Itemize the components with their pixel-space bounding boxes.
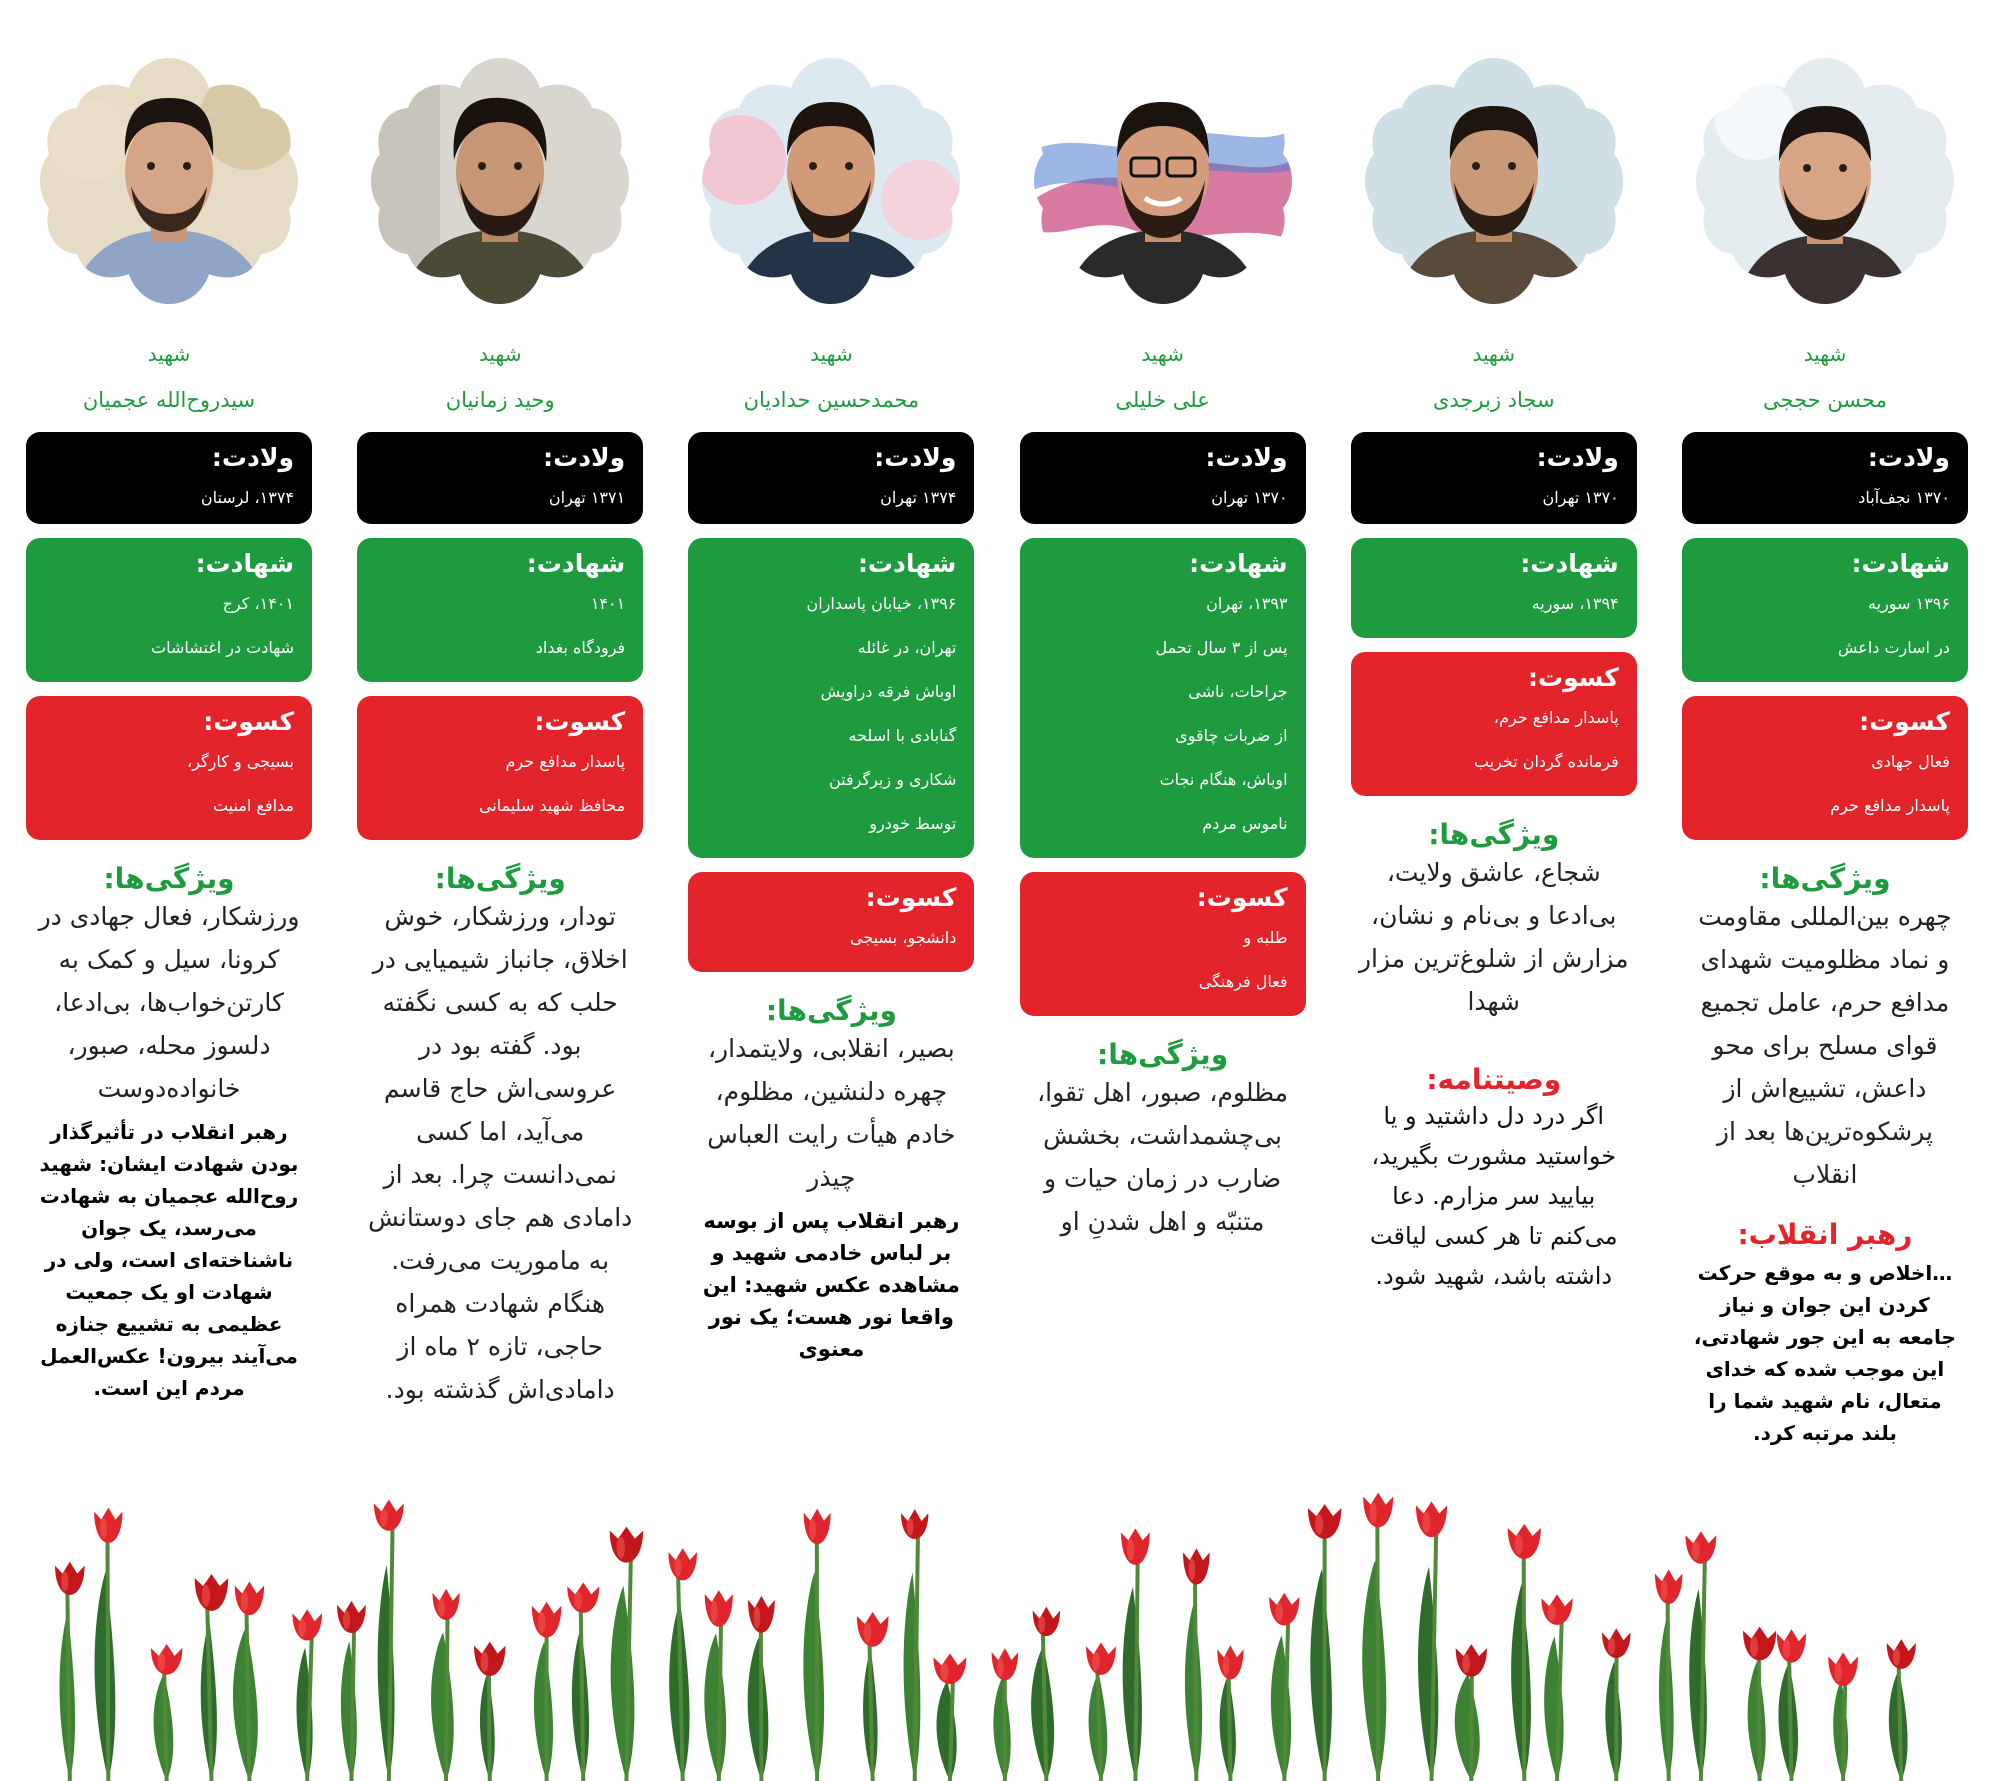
- tulip-highlight: [997, 1658, 1004, 1677]
- martyrdom-line: ۱۳۹۶ سوریه: [1868, 594, 1950, 613]
- tulip-leaf: [1310, 1569, 1332, 1781]
- tulip-highlight: [1092, 1652, 1099, 1671]
- birth-box: [26, 432, 312, 524]
- tulip-leaf: [1748, 1661, 1766, 1781]
- tulip-flower: [1269, 1593, 1299, 1626]
- tulip-highlight: [1038, 1616, 1045, 1633]
- tulip-stem: [1135, 1546, 1137, 1781]
- tulip-highlight: [1315, 1514, 1323, 1534]
- martyrdom-box: [1351, 538, 1637, 638]
- role-line: فعال جهادی: [1871, 752, 1950, 771]
- role-line: پاسدار مدافع حرم،: [1493, 708, 1619, 727]
- martyrdom-line: ۱۴۰۱، کرج: [222, 594, 294, 613]
- tulip-flower: [857, 1612, 889, 1647]
- title-prefix: شهید: [810, 342, 853, 366]
- martyr-name: سیدروح‌الله عجمیان: [82, 388, 256, 412]
- martyr-card: [357, 50, 643, 1450]
- portrait: [701, 50, 961, 312]
- features-text: بصیر، انقلابی، ولایتمدار، چهره دلنشین، مظلوم، خادم هیأت رایت العباس چیذر: [707, 1034, 956, 1192]
- birth-value: ۱۳۷۰ تهران: [1542, 488, 1619, 507]
- features-heading: ویژگی‌ها:: [1759, 862, 1891, 895]
- title-prefix: شهید: [1803, 342, 1847, 366]
- tulip-flower: [1308, 1504, 1341, 1539]
- tulip-stem: [1471, 1662, 1472, 1781]
- martyrdom-box: [688, 538, 974, 858]
- birth-value: ۱۳۷۱ تهران: [548, 488, 626, 507]
- tulip-stem: [1843, 1670, 1845, 1781]
- features-text: تودار، ورزشکار، خوش اخلاق، جانباز شیمیایی در حلب که به کسی نگفته بود. گفته بود در عروسی‌اش حاج قاسم می‌آید، اما کسی نمی‌دانست چرا. بعد از دامادی هم جای دوستانش به ماموریت می‌رفت. هنگام شهادت همراه حاجی، تازه ۲ ماه از دامادی‌اش گذشته بود.: [368, 902, 633, 1404]
- martyr-name: وحید زمانیان: [445, 388, 555, 412]
- martyrdom-line: تهران، در غائله: [857, 638, 957, 657]
- martyrdom-line: اوباش، هنگام نجات: [1159, 770, 1288, 789]
- title-prefix: شهید: [1141, 342, 1184, 366]
- tulip-flower: [337, 1601, 366, 1633]
- tulip-flower: [668, 1548, 697, 1580]
- martyr-card: [1682, 50, 1968, 1450]
- tulip-stem: [1195, 1566, 1196, 1781]
- birth-value: ۱۳۷۰ تهران: [1211, 488, 1288, 507]
- role-line: فعال فرهنگی: [1198, 972, 1288, 991]
- martyr-card: [1351, 50, 1637, 1450]
- tulip-highlight: [100, 1518, 107, 1539]
- role-line: مدافع امنیت: [212, 796, 294, 815]
- martyrdom-line: پس از ۳ سال تحمل: [1155, 638, 1288, 657]
- tulip-highlight: [907, 1518, 914, 1535]
- tulip-highlight: [202, 1585, 210, 1607]
- tulip-highlight: [538, 1612, 545, 1633]
- features-text: ورزشکار، فعال جهادی در کرونا، سیل و کمک به کارتن‌خواب‌ها، بی‌ادعا، دلسوز محله، صبور، خانواده‌دوست: [38, 902, 300, 1103]
- martyrs-grid: [26, 50, 1968, 1450]
- title-prefix: شهید: [147, 342, 191, 366]
- leader-quote: رهبر انقلاب پس از بوسه بر لباس خادمی شهید و مشاهده عکس شهید: این واقعا نور هست؛ یک نور معنوی: [702, 1209, 960, 1361]
- tulip-flower: [934, 1653, 967, 1684]
- tulip-highlight: [1893, 1648, 1900, 1665]
- birth-heading: ولادت:: [1205, 443, 1288, 472]
- tulip-flower: [610, 1527, 643, 1563]
- tulip-highlight: [809, 1519, 816, 1540]
- leader-heading: رهبر انقلاب:: [1737, 1218, 1913, 1251]
- tulip-stem: [1759, 1645, 1760, 1781]
- martyrdom-line: ۱۴۰۱: [590, 594, 626, 613]
- features-heading: ویژگی‌ها:: [765, 994, 897, 1027]
- role-box: [688, 872, 974, 972]
- role-heading: کسوت:: [1527, 663, 1619, 692]
- tulip-stem: [351, 1619, 354, 1781]
- features-heading: ویژگی‌ها:: [434, 862, 566, 895]
- tulip-border: [40, 1430, 1950, 1781]
- tulip-flower: [235, 1581, 264, 1615]
- tulip-leaf: [95, 1571, 116, 1781]
- tulip-stem: [1377, 1511, 1378, 1781]
- martyr-card: [26, 50, 312, 1450]
- tulip-highlight: [1661, 1580, 1668, 1600]
- martyrdom-line: ۱۳۹۴، سوریه: [1531, 594, 1619, 613]
- portrait: [1033, 50, 1293, 312]
- tulip-leaf: [1455, 1674, 1480, 1781]
- tulip-stem: [1668, 1588, 1669, 1781]
- tulip-flower: [374, 1500, 404, 1531]
- tulip-highlight: [711, 1601, 718, 1623]
- birth-box: [1351, 432, 1637, 524]
- tulip-highlight: [617, 1537, 625, 1558]
- birth-value: ۱۳۷۰ نجف‌آباد: [1858, 488, 1950, 507]
- tulip-leaf: [1511, 1584, 1531, 1781]
- martyrdom-line: گنابادی با اسلحه: [848, 726, 957, 745]
- tulip-flower: [1686, 1531, 1717, 1563]
- features-heading: ویژگی‌ها:: [103, 862, 235, 895]
- features-text: مظلوم، صبور، اهل تقوا، بی‌چشمداشت، بخشش ضارب در زمان حیات و متنبّه و اهل شدنِ او: [1037, 1078, 1289, 1236]
- tulip-stem: [164, 1662, 167, 1781]
- role-heading: کسوت:: [1196, 883, 1288, 912]
- tulip-stem: [446, 1607, 448, 1781]
- role-box: [26, 696, 312, 840]
- martyrdom-line: شهادت در اغتشاشات: [151, 638, 294, 657]
- tulip-stem: [581, 1600, 584, 1781]
- tulip-flower: [292, 1609, 322, 1640]
- tulip-flower: [1828, 1652, 1858, 1686]
- tulip-highlight: [1462, 1654, 1470, 1673]
- tulip-highlight: [940, 1663, 948, 1681]
- tulip-highlight: [380, 1509, 387, 1527]
- tulip-highlight: [1422, 1512, 1430, 1533]
- tulip-stem: [67, 1580, 70, 1781]
- tulip-highlight: [674, 1558, 681, 1577]
- tulip-flower: [992, 1648, 1019, 1680]
- tulip-highlight: [1127, 1539, 1134, 1561]
- martyrdom-heading: شهادت:: [1520, 549, 1619, 578]
- tulip-highlight: [574, 1592, 582, 1610]
- tulip-flower: [705, 1590, 733, 1627]
- tulip-highlight: [1189, 1559, 1196, 1580]
- birth-heading: ولادت:: [1536, 443, 1619, 472]
- tulip-flower: [474, 1642, 505, 1676]
- tulip-stem: [489, 1660, 490, 1781]
- birth-heading: ولادت:: [874, 443, 957, 472]
- tulip-flower: [94, 1508, 122, 1543]
- will-text: اگر درد دل داشتید و یا خواستید مشورت بگیرید، بیایید سر مزارم. دعا می‌کنم تا هر کسی لیاقت داشته باشد، شهید شود.: [1369, 1102, 1618, 1290]
- tulip-highlight: [438, 1598, 445, 1616]
- tulip-flower: [1743, 1627, 1776, 1661]
- martyrdom-box: [1682, 538, 1968, 682]
- martyrdom-line: جراحات، ناشی: [1188, 682, 1288, 701]
- portrait: [1364, 50, 1624, 312]
- tulip-stem: [719, 1608, 721, 1781]
- martyrdom-heading: شهادت:: [1851, 549, 1950, 578]
- tulip-flower: [804, 1509, 831, 1544]
- martyr-name: علی خلیلی: [1115, 388, 1210, 412]
- tulip-highlight: [1608, 1637, 1615, 1654]
- martyrdom-heading: شهادت:: [857, 549, 957, 578]
- tulip-flower: [1121, 1528, 1150, 1564]
- role-box: [1682, 696, 1968, 840]
- tulip-highlight: [863, 1622, 871, 1642]
- tulip-flower: [1508, 1524, 1541, 1559]
- tulip-highlight: [1275, 1603, 1283, 1622]
- tulip-highlight: [754, 1606, 761, 1628]
- martyrdom-line: در اسارت داعش: [1837, 638, 1950, 657]
- title-prefix: شهید: [1472, 342, 1516, 366]
- tulip-flower: [748, 1596, 775, 1633]
- martyrdom-line: ۱۳۹۶، خیابان پاسداران: [806, 594, 957, 613]
- role-line: طلبه و: [1243, 928, 1288, 947]
- role-heading: کسوت:: [534, 707, 626, 736]
- tulip-highlight: [1783, 1639, 1790, 1659]
- tulip-highlight: [1223, 1655, 1230, 1675]
- tulip-flower: [1033, 1607, 1060, 1637]
- birth-box: [1682, 432, 1968, 524]
- tulip-leaf: [1605, 1662, 1621, 1781]
- tulip-leaf: [1362, 1560, 1386, 1781]
- portrait: [370, 50, 630, 312]
- birth-heading: ولادت:: [1867, 443, 1950, 472]
- role-box: [1020, 872, 1306, 1016]
- martyrdom-heading: شهادت:: [195, 549, 294, 578]
- martyrdom-line: اوباش فرقه دراویش: [820, 682, 957, 701]
- tulip-highlight: [343, 1610, 350, 1629]
- leader-quote: رهبر انقلاب در تأثیرگذار بودن شهادت ایشان: شهید روح‌الله عجمیان به شهادت می‌رسد، یک جوان ناشناخته‌ای است، ولی در شهادت او یک جمعیت عظیمی به تشییع جنازه می‌آیند بیرون! عکس‌العمل مردم این است.: [39, 1120, 299, 1400]
- will-heading: وصیتنامه:: [1426, 1063, 1562, 1096]
- tulip-highlight: [1834, 1662, 1841, 1682]
- role-box: [1351, 652, 1637, 796]
- birth-heading: ولادت:: [543, 443, 626, 472]
- tulip-leaf: [993, 1677, 1010, 1781]
- tulip-flower: [1887, 1639, 1916, 1669]
- tulip-flower: [1363, 1493, 1393, 1528]
- tulip-flower: [901, 1509, 928, 1539]
- portrait: [39, 50, 299, 312]
- tulip-stem: [1228, 1663, 1230, 1781]
- tulip-highlight: [1515, 1534, 1523, 1555]
- tulip-highlight: [481, 1652, 489, 1672]
- martyrdom-line: فرودگاه بغداد: [535, 638, 626, 657]
- tulip-highlight: [241, 1591, 248, 1611]
- birth-box: [357, 432, 643, 524]
- role-line: پاسدار مدافع حرم: [505, 752, 626, 771]
- tulip-highlight: [157, 1653, 165, 1671]
- tulip-stem: [1898, 1657, 1901, 1781]
- tulip-flower: [1777, 1629, 1806, 1662]
- martyrdom-line: ۱۳۹۳، تهران: [1206, 594, 1288, 613]
- role-line: فرمانده گردان تخریب: [1473, 752, 1619, 771]
- martyr-name: محسن حججی: [1763, 388, 1887, 412]
- tulip-flower: [55, 1562, 85, 1595]
- martyrdom-box: [1020, 538, 1306, 858]
- martyr-name: سجاد زبرجدی: [1432, 388, 1555, 412]
- portrait: [1695, 50, 1955, 312]
- title-prefix: شهید: [478, 342, 522, 366]
- tulip-flower: [1655, 1570, 1682, 1604]
- martyrdom-line: توسط خودرو: [869, 814, 957, 833]
- tulip-flower: [195, 1574, 229, 1611]
- tulip-highlight: [1548, 1604, 1556, 1622]
- martyrdom-box: [357, 538, 643, 682]
- tulip-flower: [151, 1644, 182, 1675]
- martyr-card: [688, 50, 974, 1450]
- birth-heading: ولادت:: [211, 443, 294, 472]
- birth-box: [1020, 432, 1306, 524]
- martyr-name: محمدحسین حدادیان: [743, 388, 920, 412]
- tulip-highlight: [1750, 1637, 1758, 1657]
- features-heading: ویژگی‌ها:: [1428, 818, 1560, 851]
- tulip-stem: [1524, 1542, 1525, 1781]
- tulip-flower: [1086, 1642, 1116, 1675]
- tulip-highlight: [61, 1572, 68, 1592]
- tulip-flower: [1456, 1644, 1487, 1676]
- leader-quote: …اخلاص و به موقع حرکت کردن این جوان و نیاز جامعه به این جور شهادتی، این موجب شده که خدای متعال، نام شهید شما را بلند مرتبه کرد.: [1693, 1261, 1956, 1445]
- tulip-flower: [1217, 1645, 1243, 1679]
- birth-value: ۱۳۷۴ تهران: [880, 488, 957, 507]
- tulip-flower: [1541, 1594, 1572, 1625]
- tulip-leaf: [534, 1642, 553, 1781]
- tulip-flower: [532, 1602, 562, 1638]
- tulip-stem: [107, 1526, 108, 1781]
- martyrdom-heading: شهادت:: [1189, 549, 1288, 578]
- martyrdom-heading: شهادت:: [526, 549, 626, 578]
- tulip-highlight: [299, 1619, 306, 1637]
- tulip-flower: [567, 1582, 599, 1612]
- tulip-highlight: [1692, 1541, 1700, 1560]
- role-line: بسیجی و کارگر،: [187, 752, 294, 771]
- role-heading: کسوت:: [1859, 707, 1950, 736]
- martyrdom-line: شکاری و زیرگرفتن: [829, 770, 957, 789]
- tulip-leaf: [748, 1638, 769, 1781]
- tulip-stem: [1789, 1647, 1791, 1781]
- tulip-flower: [1602, 1628, 1631, 1658]
- birth-value: ۱۳۷۴، لرستان: [200, 488, 294, 507]
- martyrdom-line: از ضربات چاقوی: [1175, 726, 1288, 745]
- tulip-leaf: [803, 1572, 824, 1781]
- tulip-highlight: [1369, 1503, 1376, 1524]
- features-text: چهره بین‌المللی مقاومت و نماد مظلومیت شهدای مدافع حرم، عامل تجمیع قوای مسلح برای محو داعش، تشییع‌اش از پرشکوه‌ترین‌ها بعد از انقلاب: [1698, 902, 1952, 1189]
- tulip-leaf: [431, 1632, 454, 1781]
- role-line: دانشجو، بسیجی: [850, 928, 957, 947]
- tulip-stem: [761, 1614, 762, 1781]
- martyrdom-line: ناموس مردم: [1202, 814, 1288, 833]
- features-text: شجاع، عاشق ولایت، بی‌ادعا و بی‌نام و نشان، مزارش از شلوغ‌ترین مزار شهدا: [1358, 858, 1629, 1016]
- martyrdom-box: [26, 538, 312, 682]
- role-box: [357, 696, 643, 840]
- role-line: پاسدار مدافع حرم: [1830, 796, 1950, 815]
- tulip-flower: [1183, 1548, 1210, 1584]
- role-heading: کسوت:: [865, 883, 957, 912]
- features-heading: ویژگی‌ها:: [1097, 1038, 1229, 1071]
- tulip-leaf: [704, 1633, 726, 1781]
- tulip-flower: [1416, 1501, 1447, 1537]
- role-heading: کسوت:: [203, 707, 294, 736]
- birth-box: [688, 432, 974, 524]
- tulip-flower: [433, 1589, 460, 1620]
- role-line: محافظ شهید سلیمانی: [478, 796, 626, 815]
- martyr-card: [1020, 50, 1306, 1450]
